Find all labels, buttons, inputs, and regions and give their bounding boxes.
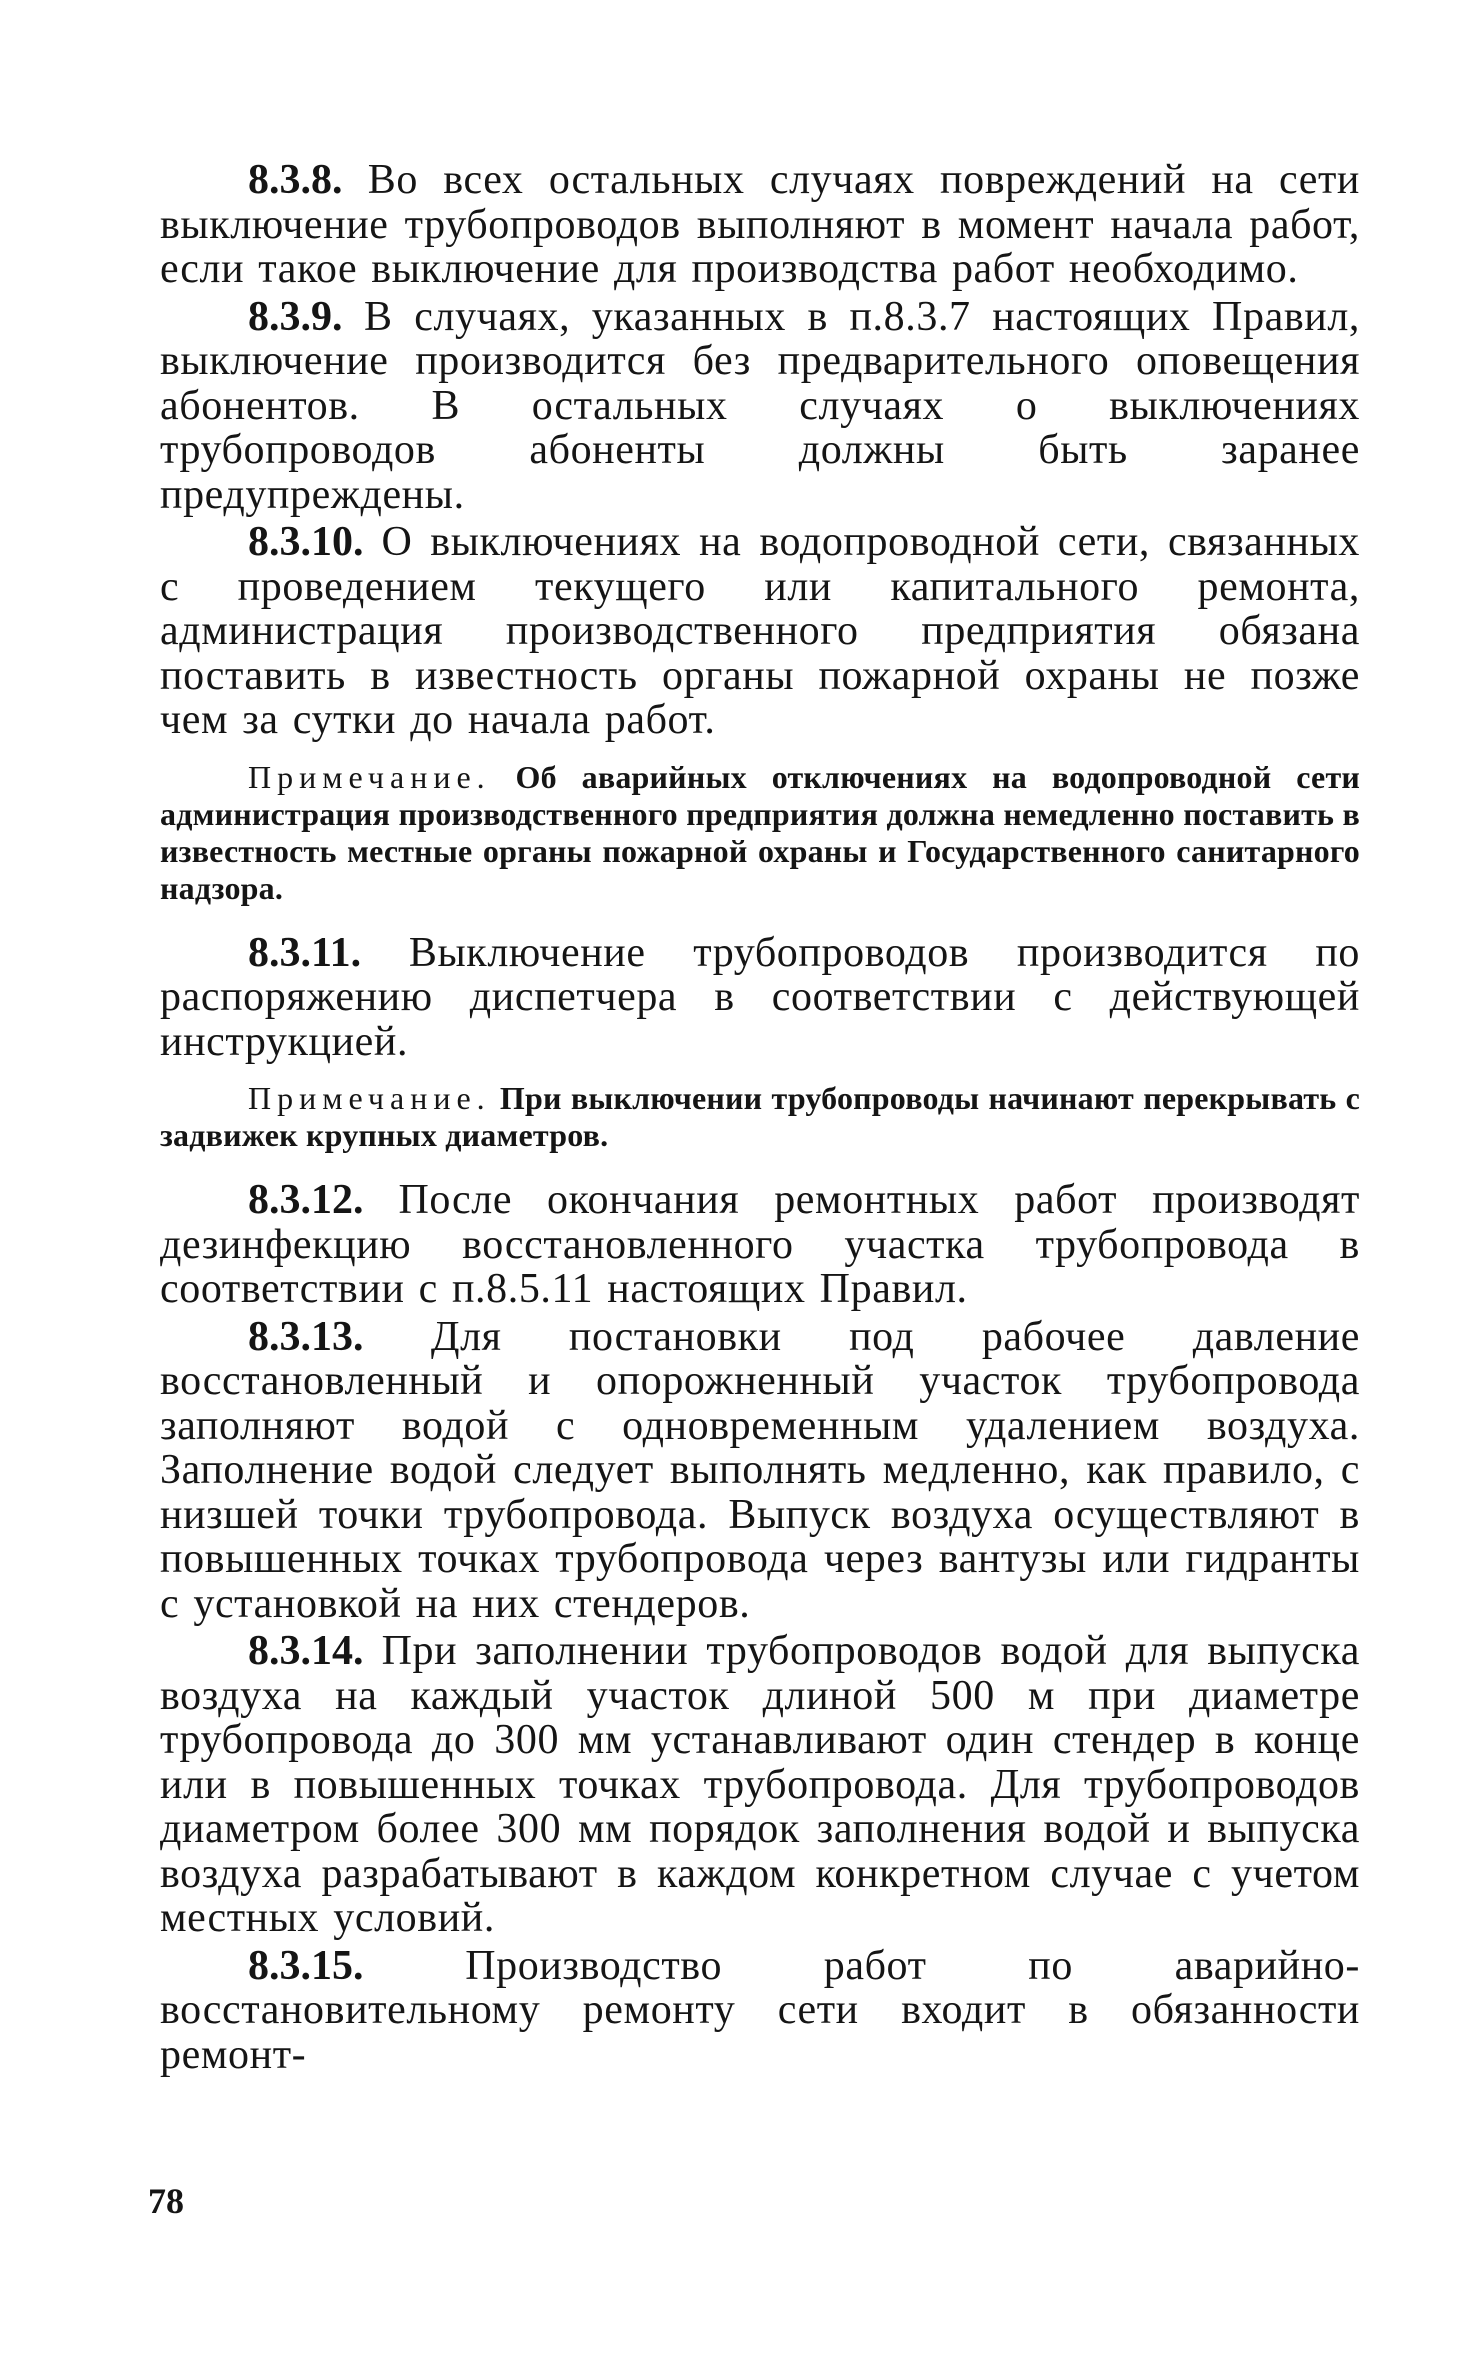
note-8-3-10 — [160, 759, 1360, 907]
paragraph-text: Выключение трубопроводов производится по распоряжению диспетчера в соответствии с действующей инструкцией. — [160, 929, 1360, 1065]
paragraph-8-3-9 — [160, 295, 1360, 518]
note-label: Примечание. — [248, 758, 491, 795]
note-text: Об аварийных отключениях на водопроводной сети администрация производственного предприятия должна немедленно поставить в известность местные органы пожарной охраны и Государственного санитарного надзора. — [160, 758, 1361, 906]
clause-number: 8.3.14. — [248, 1628, 364, 1674]
page-number: 78 — [148, 2181, 184, 2221]
paragraph-text: После окончания ремонтных работ производят дезинфекцию восстановленного участка трубопровода в соответствии с п.8.5.11 настоящих Правил. — [160, 1177, 1360, 1312]
paragraph-text: Производство работ по аварийно-восстановительному ремонту сети входит в обязанности ремонт- — [160, 1942, 1360, 2078]
paragraph-8-3-15 — [160, 1944, 1360, 2078]
paragraph-text: При заполнении трубопроводов водой для выпуска воздуха на каждый участок длиной 500 м при диаметре трубопровода до 300 мм устанавливают один стендер в конце или в повышенных точках трубопровода. Для трубопроводов диаметром более 300 мм порядок заполнения водой и выпуска воздуха разрабатывают в каждом конкретном случае с учетом местных условий. — [160, 1628, 1360, 1941]
note-label: Примечание. — [248, 1080, 491, 1116]
paragraph-8-3-12 — [160, 1178, 1360, 1312]
clause-number: 8.3.13. — [248, 1313, 364, 1360]
paragraph-text: Для постановки под рабочее давление восстановленный и опорожненный участок трубопровода заполняют водой с одновременным удалением воздуха. Заполнение водой следует выполнять медленно, как правило, с низшей точки трубопровода. Выпуск воздуха осуществляют в повышенных точках трубопровода через вантузы или гидранты с установкой на них стендеров. — [160, 1313, 1360, 1627]
clause-number: 8.3.15. — [248, 1942, 364, 1989]
paragraph-8-3-8 — [160, 158, 1360, 292]
paragraph-text: Во всех остальных случаях повреждений на сети выключение трубопроводов выполняют в момент начала работ, если такое выключение для производства работ необходимо. — [160, 157, 1360, 292]
paragraph-8-3-13 — [160, 1315, 1360, 1627]
paragraph-text: О выключениях на водопроводной сети, связанных с проведением текущего или капитального ремонта, администрация производственного предприятия обязана поставить в известность органы пожарной охраны не позже чем за сутки до начала работ. — [160, 519, 1360, 743]
clause-number: 8.3.9. — [248, 293, 343, 340]
clause-number: 8.3.11. — [248, 929, 362, 976]
clause-number: 8.3.10. — [248, 519, 364, 565]
paragraph-8-3-14 — [160, 1629, 1360, 1941]
clause-number: 8.3.12. — [248, 1177, 364, 1223]
paragraph-8-3-11 — [160, 931, 1360, 1065]
clause-number: 8.3.8. — [248, 157, 343, 203]
note-8-3-11 — [160, 1080, 1360, 1154]
paragraph-text: В случаях, указанных в п.8.3.7 настоящих Правил, выключение производится без предварительного оповещения абонентов. В остальных случаях о выключениях трубопроводов абоненты должны быть заранее предупреждены. — [160, 293, 1360, 518]
text-column — [160, 158, 1360, 2080]
note-text: При выключении трубопроводы начинают перекрывать с задвижек крупных диаметров. — [160, 1080, 1360, 1153]
paragraph-8-3-10 — [160, 520, 1360, 743]
